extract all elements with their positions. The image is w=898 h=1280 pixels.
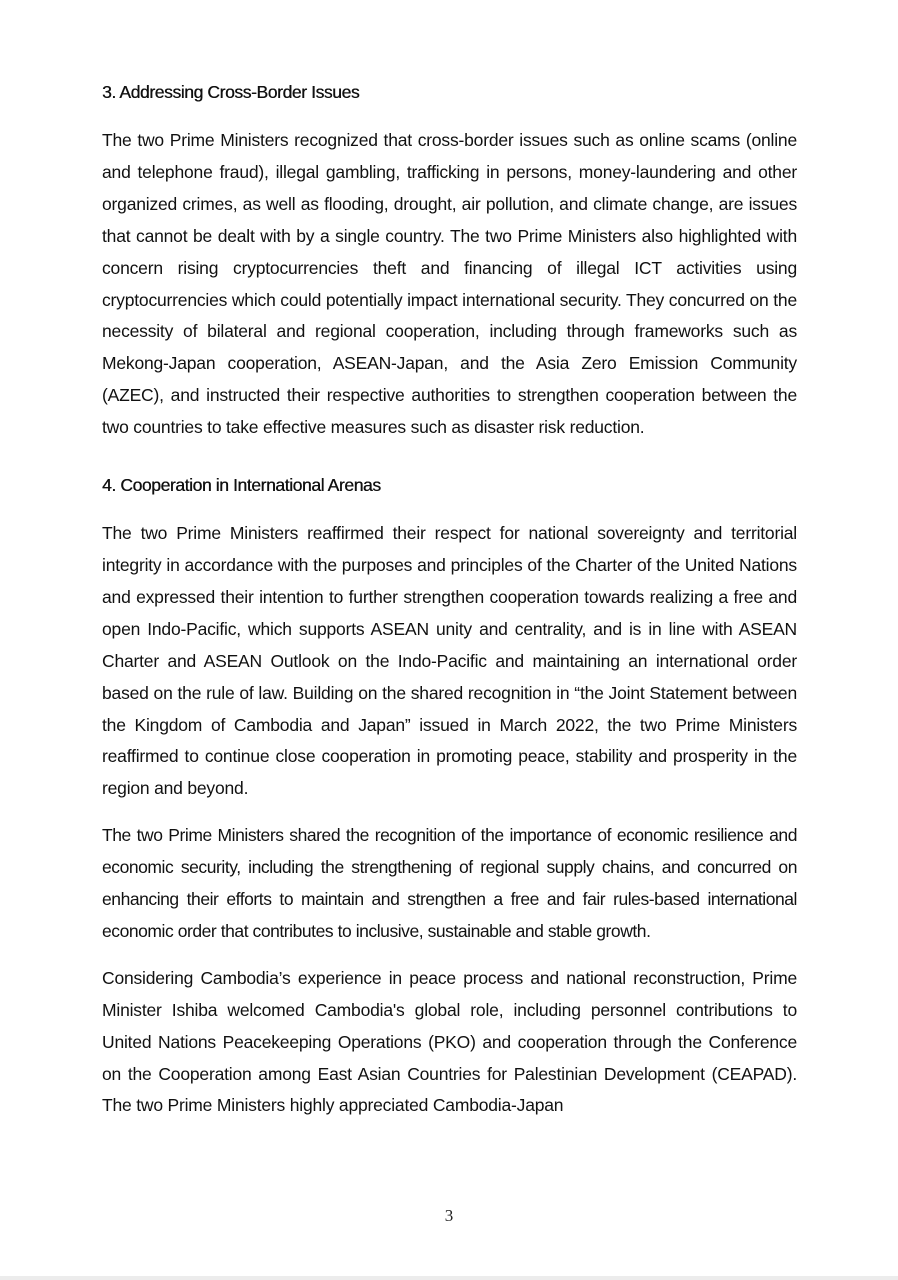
section-spacer (102, 459, 797, 471)
page-bottom-edge (0, 1276, 898, 1280)
section-heading-cross-border: 3. Addressing Cross-Border Issues (102, 82, 360, 102)
paragraph-economic-resilience: The two Prime Ministers shared the recognition of the importance of economic resilience and economic security, including the strengthening of regional supply chains, and concurred on enhancing their efforts to maintain and strengthen a free and fair rules-based international economic order that contributes to inclusive, sustainable and stable growth. (102, 825, 797, 941)
page-number: 3 (444, 1206, 454, 1225)
section-heading-international-arenas: 4. Cooperation in International Arenas (102, 475, 381, 496)
paragraph-cross-border-issues: The two Prime Ministers recognized that cross-border issues such as online scams (online and telephone fraud), illegal gambling, trafficking in persons, money-laundering and other organized crimes, as well as flooding, drought, air pollution, and climate change, are issues that cannot be dealt with by a single country. The two Prime Ministers also highlighted with concern rising cryptocurrencies theft and financing of illegal ICT activities using cryptocurrencies which could potentially impact international security. They concurred on the necessity of bilateral and regional cooperation, including through frameworks such as Mekong-Japan cooperation, ASEAN-Japan, and the Asia Zero Emission Community (AZEC), and instructed their respective authorities to strengthen cooperation between the two countries to take effective measures such as disaster risk reduction. (102, 130, 797, 438)
paragraph-sovereignty-indo-pacific: The two Prime Ministers reaffirmed their respect for national sovereignty and territorial integrity in accordance with the purposes and principles of the Charter of the United Nations and expressed their intention to further strengthen cooperation towards realizing a free and open Indo-Pacific, which supports ASEAN unity and centrality, and is in line with ASEAN Charter and ASEAN Outlook on the Indo-Pacific and maintaining an international order based on the rule of law. Building on the shared recognition in “the Joint Statement between the Kingdom of Cambodia and Japan” issued in March 2022, the two Prime Ministers reaffirmed to continue close cooperation in promoting peace, stability and prosperity in the region and beyond. (102, 523, 797, 799)
document-body (102, 78, 797, 1137)
paragraph-peace-process: Considering Cambodia’s experience in peace process and national reconstruction, Prime Minister Ishiba welcomed Cambodia's global role, including personnel contributions to United Nations Peacekeeping Operations (PKO) and cooperation through the Conference on the Cooperation among East Asian Countries for Palestinian Development (CEAPAD). The two Prime Ministers highly appreciated Cambodia-Japan (102, 967, 797, 1116)
